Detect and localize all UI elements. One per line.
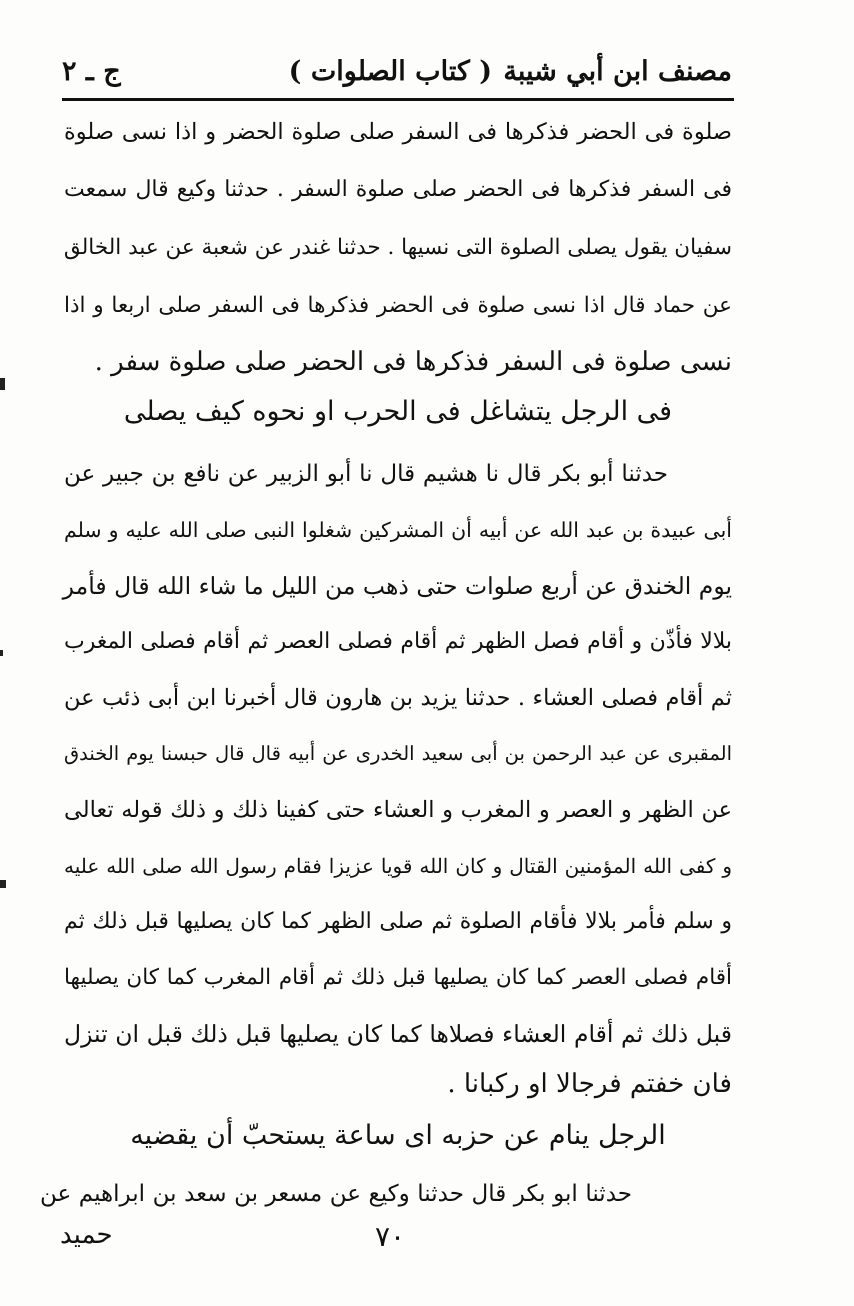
text-line: المقبرى عن عبد الرحمن بن أبى سعيد الخدرى عن أبيه قال قال حبسنا يوم الخندق (64, 742, 732, 765)
text-line: حدثنا ابو بكر قال حدثنا وكيع عن مسعر بن سعد بن ابراهيم عن (40, 1181, 632, 1207)
text-line: أبى عبيدة بن عبد الله عن أبيه أن المشركين شغلوا النبى صلى الله عليه و سلم (64, 518, 732, 542)
text-line: صلوة فى الحضر فذكرها فى السفر صلى صلوة الحضر و اذا نسى صلوة (64, 119, 732, 145)
chapter-title: ( كتاب الصلوات ) (288, 56, 492, 87)
book-title: مصنف ابن أبي شيبة (503, 56, 732, 87)
text-line: عن الظهر و العصر و المغرب و العشاء حتى كفينا ذلك و ذلك قوله تعالى (64, 797, 732, 823)
text-line: ثم أقام فصلى العشاء . حدثنا يزيد بن هارون قال أخبرنا ابن أبى ذئب عن (64, 685, 732, 711)
margin-mark (0, 378, 5, 390)
section-heading: فى الرجل يتشاغل فى الحرب او نحوه كيف يصلى (123, 396, 673, 427)
text-line: بلالا فأذّن و أقام فصل الظهر ثم أقام فصلى العصر ثم أقام فصلى المغرب (64, 629, 732, 654)
text-line: و كفى الله المؤمنين القتال و كان الله قويا عزيزا فقام رسول الله صلى الله عليه (64, 854, 732, 878)
text-line: عن حماد قال اذا نسى صلوة فى الحضر فذكرها فى السفر صلى اربعا و اذا (64, 293, 732, 318)
margin-mark (0, 880, 6, 888)
section-heading: الرجل ينام عن حزبه اى ساعة يستحبّ أن يقضيه (130, 1120, 666, 1151)
header-rule (62, 98, 734, 101)
page-number: ٧٠ (374, 1220, 406, 1253)
text-line: و سلم فأمر بلالا فأقام الصلوة ثم صلى الظهر كما كان يصليها قبل ذلك ثم (64, 909, 732, 934)
text-line: سفيان يقول يصلى الصلوة التى نسيها . حدثنا غندر عن شعبة عن عبد الخالق (63, 235, 732, 260)
catchword: حميد (60, 1220, 113, 1250)
text-line: أقام فصلى العصر كما كان يصليها قبل ذلك ثم أقام المغرب كما كان يصليها (64, 965, 732, 990)
text-line: حدثنا أبو بكر قال نا هشيم قال نا أبو الزبير عن نافع بن جبير عن (64, 461, 668, 487)
text-line: نسى صلوة فى السفر فذكرها فى الحضر صلى صلوة سفر . (94, 347, 732, 377)
text-line: قبل ذلك ثم أقام العشاء فصلاها كما كان يصليها قبل ذلك قبل ان تنزل (64, 1020, 732, 1048)
volume-number: ج ـ ٢ (62, 56, 121, 87)
margin-mark (0, 650, 3, 656)
text-line: فان خفتم فرجالا او ركبانا . (447, 1069, 732, 1099)
text-line: فى السفر فذكرها فى الحضر صلى صلوة السفر . حدثنا وكيع قال سمعت (64, 177, 732, 202)
running-header (62, 46, 732, 98)
text-line: يوم الخندق عن أربع صلوات حتى ذهب من الليل ما شاء الله قال فأمر (62, 572, 732, 600)
